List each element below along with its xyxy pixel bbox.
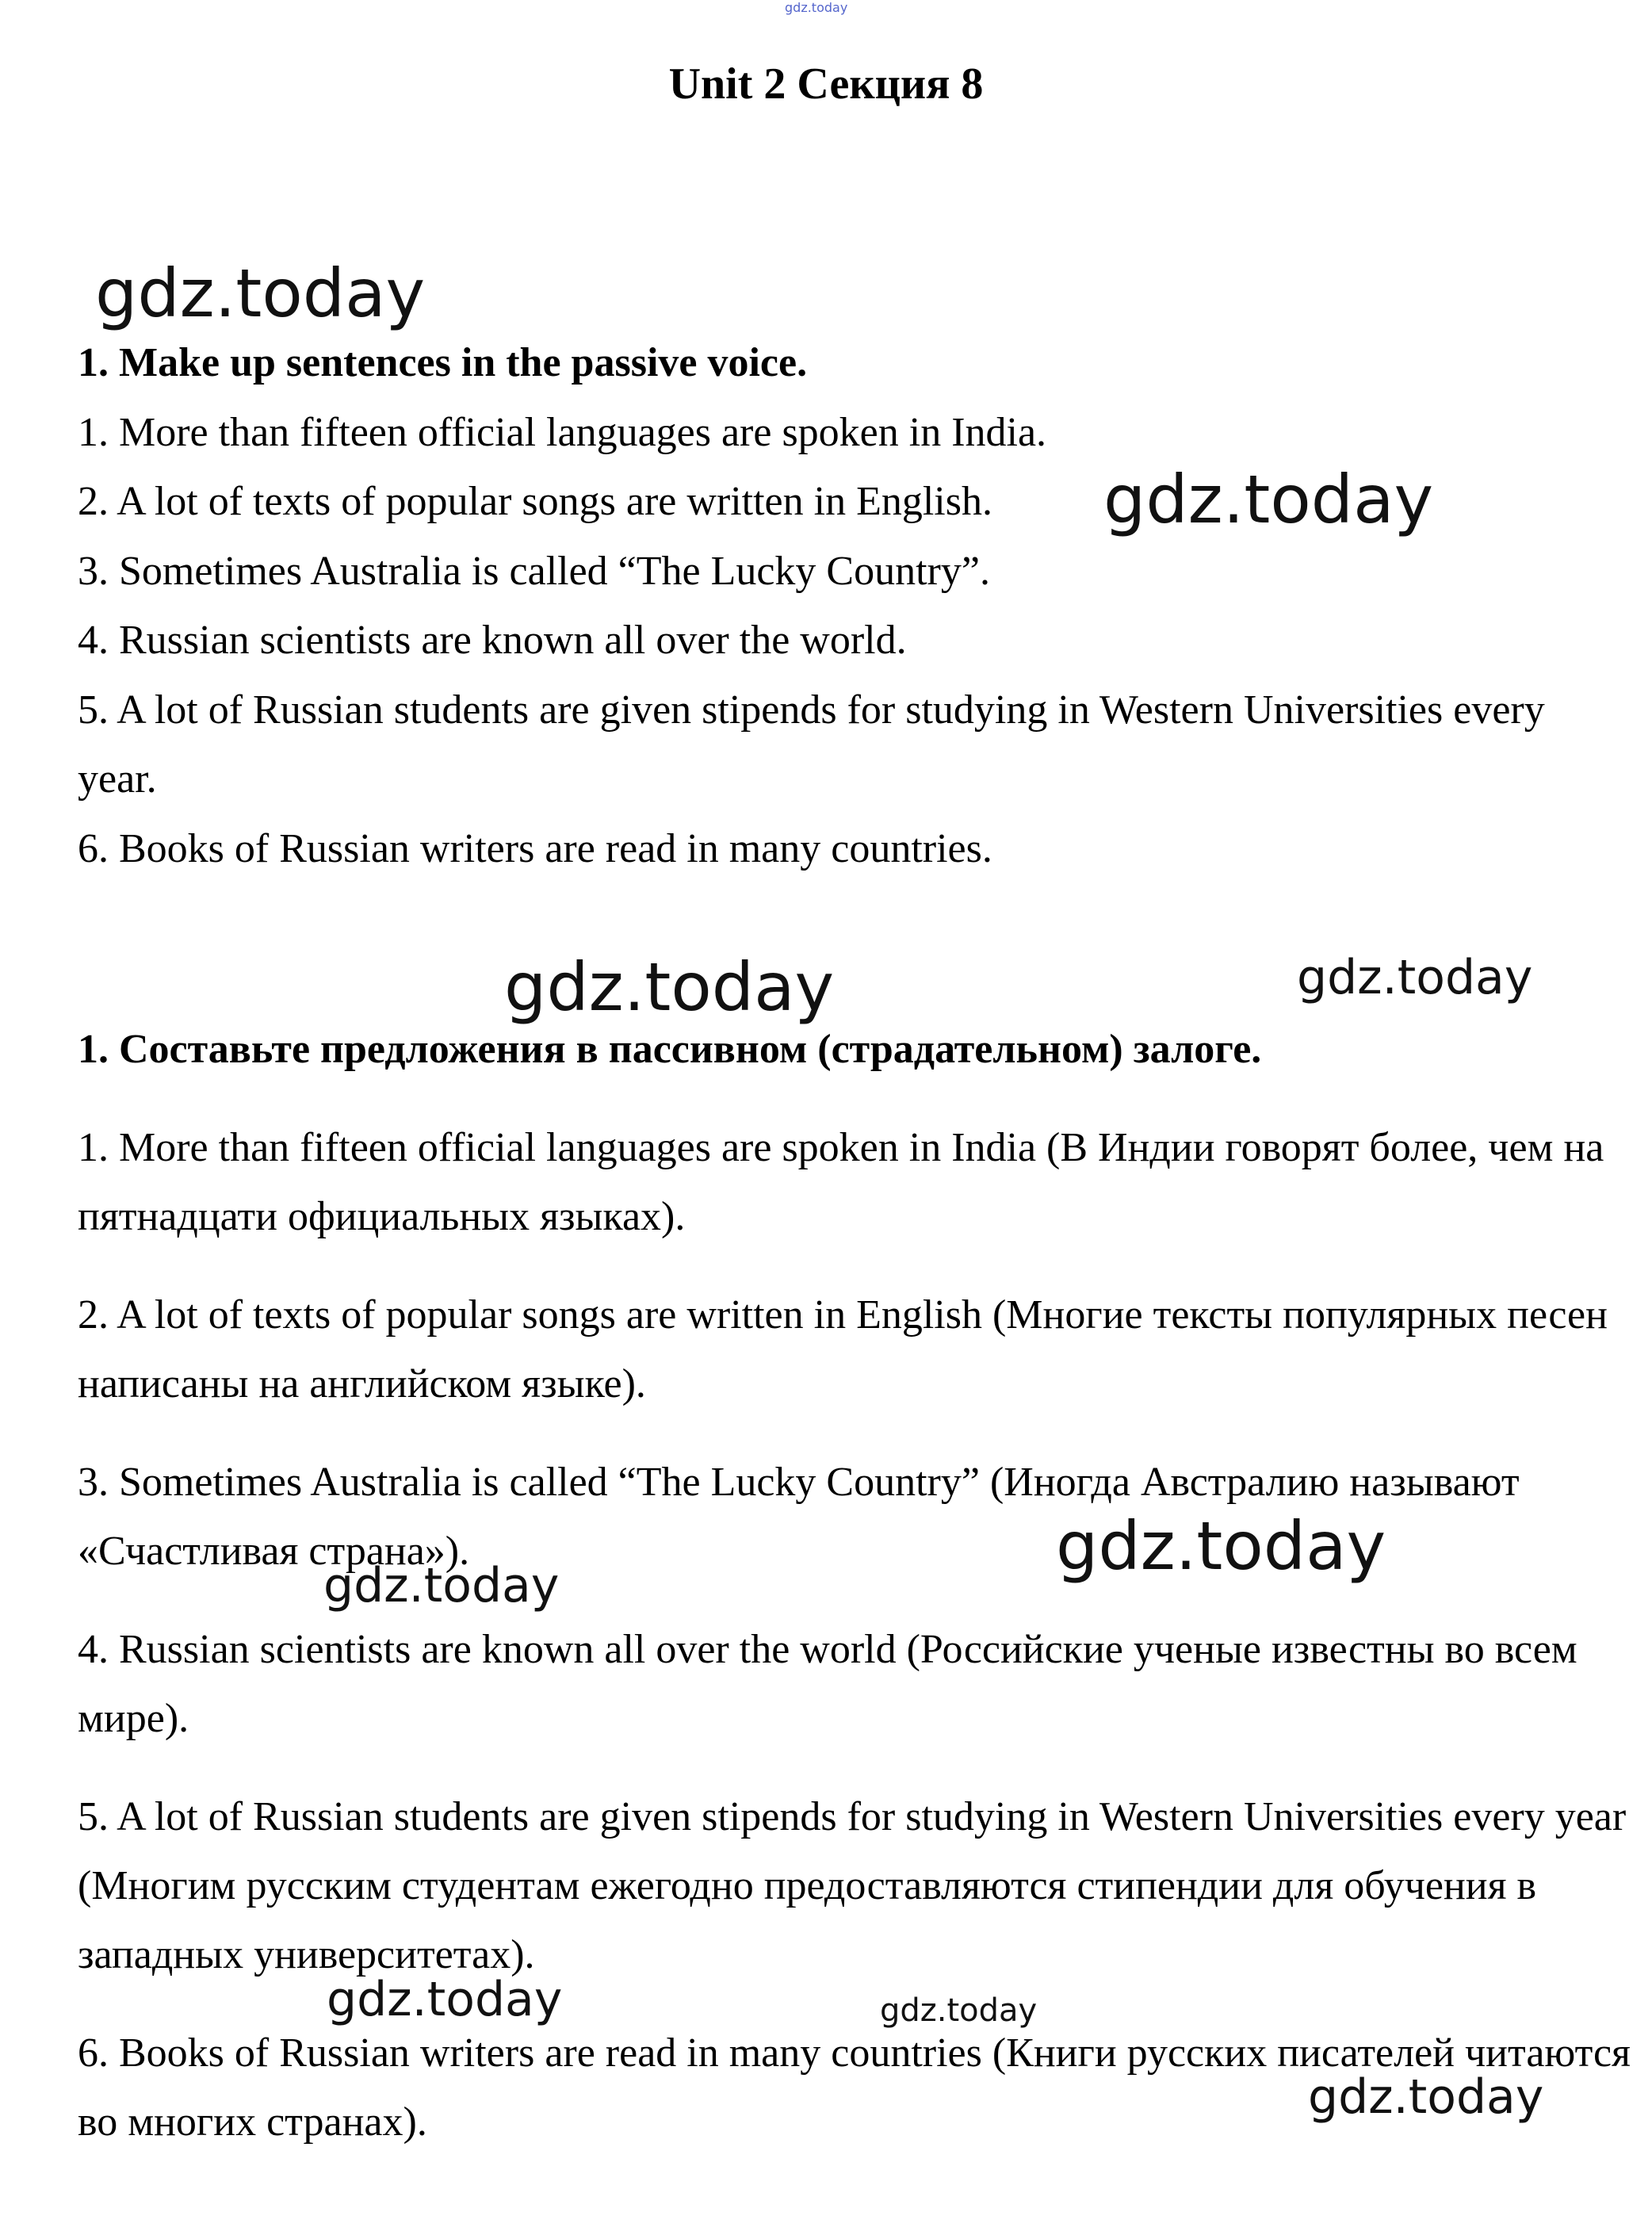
watermark: gdz.today: [1297, 950, 1533, 1005]
section-heading: 1. Make up sentences in the passive voice.: [78, 340, 808, 385]
list-item: 2. A lot of texts of popular songs are written in English (Многие тексты популярных песен написаны на английском языке).: [78, 1292, 1608, 1406]
list-item: 6. Books of Russian writers are read in many countries (Книги русских писателей читаются во многих странах).: [78, 2030, 1631, 2145]
watermark: gdz.today: [1103, 461, 1434, 538]
watermark: gdz.today: [95, 254, 426, 332]
list-item: 6. Books of Russian writers are read in many countries.: [78, 825, 992, 871]
russian-section: [78, 1015, 1631, 2157]
watermark: gdz.today: [1056, 1507, 1386, 1585]
list-item: 5. A lot of Russian students are given stipends for studying in Western Universities every year (Многим русским студентам ежегодно предоставляются стипендии для обучения в западных университетах).: [78, 1794, 1627, 1977]
watermark: gdz.today: [504, 948, 835, 1026]
watermark: gdz.today: [323, 1558, 560, 1613]
page-title: Unit 2 Секция 8: [668, 59, 984, 109]
watermark: gdz.today: [785, 0, 848, 15]
list-item: 3. Sometimes Australia is called “The Lucky Country”.: [78, 548, 990, 594]
watermark: gdz.today: [880, 1992, 1038, 2029]
list-item: 5. A lot of Russian students are given stipends for studying in Western Universities every year.: [78, 687, 1545, 802]
watermark: gdz.today: [327, 1972, 563, 2027]
list-item: 1. More than fifteen official languages are spoken in India.: [78, 409, 1047, 455]
list-item: 3. Sometimes Australia is called “The Lucky Country” (Иногда Австралию называют «Счастливая страна»).: [78, 1460, 1520, 1574]
english-section: [78, 328, 1631, 883]
list-item: 1. More than fifteen official languages are spoken in India (В Индии говорят более, чем на пятнадцати официальных языках).: [78, 1125, 1604, 1239]
list-item: 4. Russian scientists are known all over the world.: [78, 618, 907, 663]
watermark: gdz.today: [1308, 2069, 1544, 2125]
section-heading: 1. Составьте предложения в пассивном (страдательном) залоге.: [78, 1027, 1262, 1072]
list-item: 4. Russian scientists are known all over the world (Российские ученые известны во всем мире).: [78, 1627, 1577, 1741]
list-item: 2. A lot of texts of popular songs are written in English.: [78, 479, 992, 524]
